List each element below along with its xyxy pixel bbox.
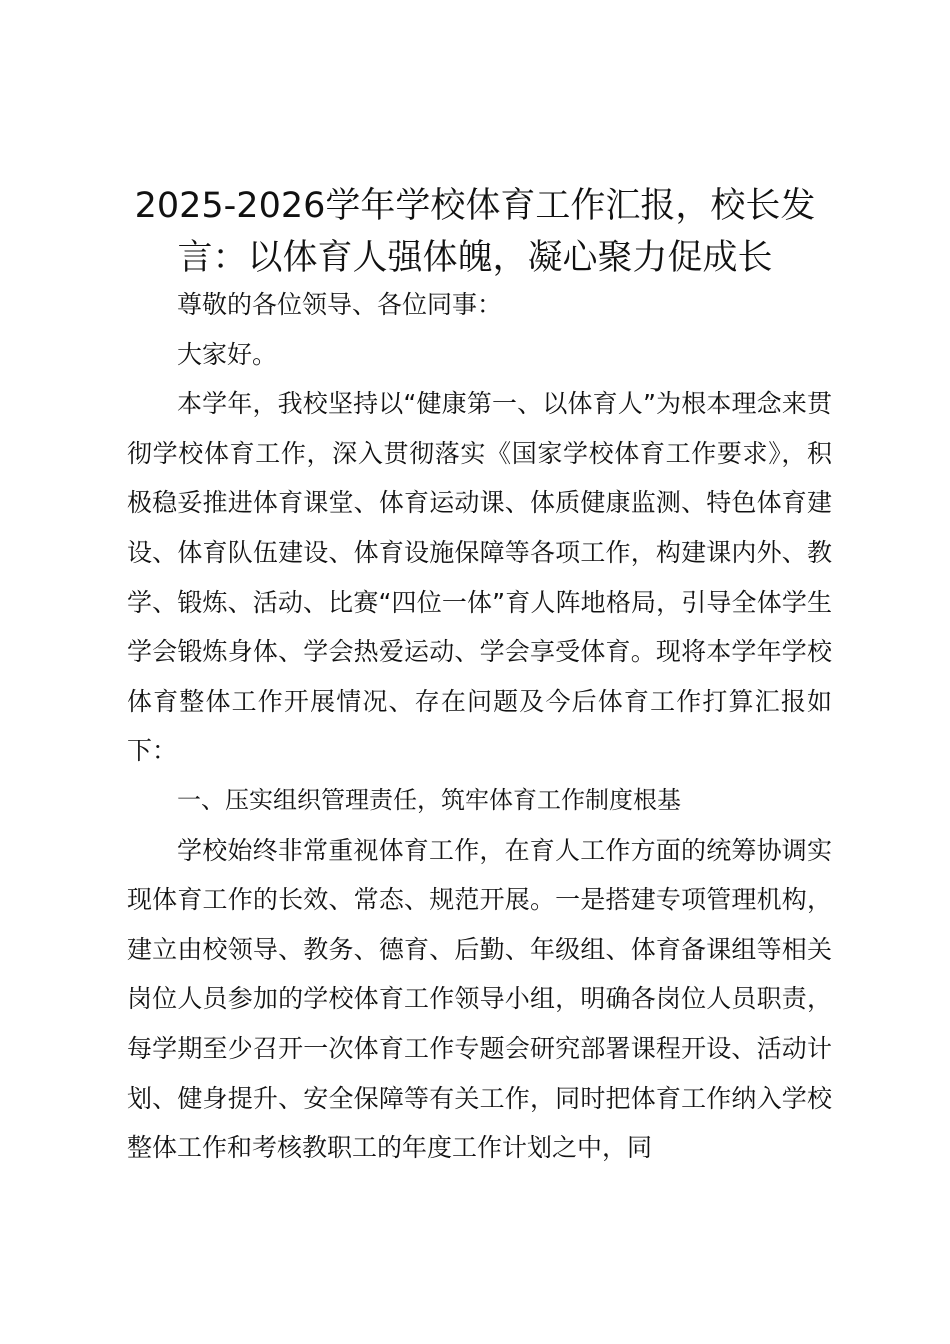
section-heading: 一、压实组织管理责任，筑牢体育工作制度根基 [177,785,681,814]
greeting-paragraph: 尊敬的各位领导、各位同事： [177,290,503,319]
document-title: 2025-2026学年学校体育工作汇报，校长发言：以体育人强体魄，凝心聚力促成长 [134,186,816,278]
section-paragraph: 学校始终非常重视体育工作，在育人工作方面的统筹协调实现体育工作的长效、常态、规范开展。一是搭建专项管理机构，建立由校领导、教务、德育、后勤、年级组、体育备课组等相关岗位人员参加的学校体育工作领导小组，明确各岗位人员职责，每学期至少召开一次体育工作专题会研究部署课程开设、活动计划、健身提升、安全保障等有关工作，同时把体育工作纳入学校整体工作和考核教职工的年度工作计划之中，同 [127,835,832,1163]
salutation-paragraph: 大家好。 [177,339,278,369]
intro-paragraph: 本学年，我校坚持以“健康第一、以体育人”为根本理念来贯彻学校体育工作，深入贯彻落实《国家学校体育工作要求》，积极稳妥推进体育课堂、体育运动课、体质健康监测、特色体育建设、体育队伍建设、体育设施保障等各项工作，构建课内外、教学、锻炼、活动、比赛“四位一体”育人阵地格局，引导全体学生学会锻炼身体、学会热爱运动、学会享受体育。现将本学年学校体育整体工作开展情况、存在问题及今后体育工作打算汇报如下： [127,389,832,766]
document-body [127,280,832,1173]
